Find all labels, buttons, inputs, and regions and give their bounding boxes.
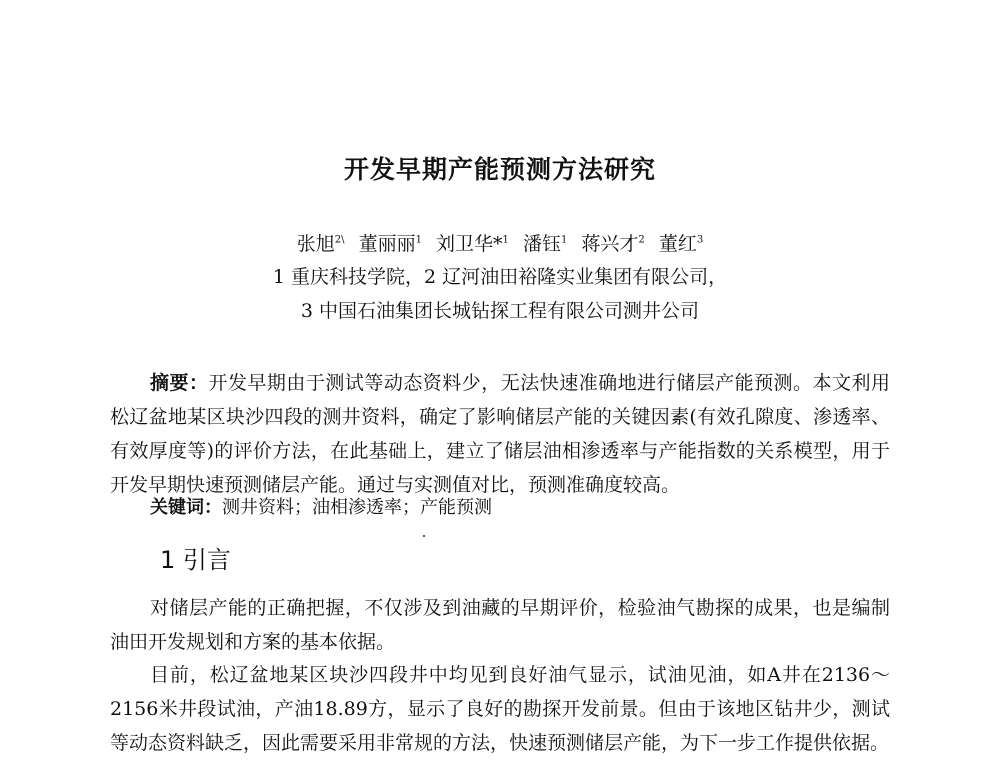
author bbox=[436, 233, 509, 255]
abstract-label: 摘要： bbox=[150, 372, 209, 394]
author-name: 张旭 bbox=[296, 233, 335, 255]
keywords-label: 关键词： bbox=[150, 497, 222, 518]
author bbox=[581, 233, 644, 255]
keywords bbox=[150, 493, 492, 519]
author bbox=[659, 233, 703, 255]
author-name: 潘钰 bbox=[522, 233, 561, 255]
author bbox=[523, 233, 567, 255]
author-affiliation-mark: 3 bbox=[696, 234, 704, 246]
author-affiliation-mark: 1 bbox=[415, 234, 422, 246]
author-affiliation-mark: 1 bbox=[560, 234, 568, 246]
author-name: 刘卫华* bbox=[436, 233, 503, 255]
body-paragraph-1: 对储层产能的正确把握，不仅涉及到油藏的早期评价，检验油气勘探的成果，也是编制油田开发规划和方案的基本依据。 bbox=[110, 597, 890, 653]
author-name: 董红 bbox=[658, 233, 697, 255]
abstract bbox=[110, 366, 890, 502]
section-heading: 1 引言 bbox=[160, 546, 231, 574]
keywords-text: 测井资料；油相渗透率；产能预测 bbox=[222, 497, 492, 518]
author-list bbox=[0, 229, 1000, 256]
affiliation-line-1: 1 重庆科技学院，2 辽河油田裕隆实业集团有限公司， bbox=[272, 266, 728, 288]
author bbox=[359, 233, 422, 255]
author-name: 蒋兴才 bbox=[581, 233, 639, 255]
body-paragraph-2: 目前，松辽盆地某区块沙四段井中均见到良好油气显示，试油见油，如A井在2136～2156米井段试油，产油18.89方，显示了良好的勘探开发前景。但由于该地区钻井少，测试等动态资料缺乏，因此需要采用非常规的方法，快速预测储层产能，为下一步工作提供依据。 bbox=[110, 664, 890, 754]
abstract-text: 开发早期由于测试等动态资料少，无法快速准确地进行储层产能预测。本文利用松辽盆地某区块沙四段的测井资料，确定了影响储层产能的关键因素(有效孔隙度、渗透率、有效厚度等)的评价方法，在此基础上，建立了储层油相渗透率与产能指数的关系模型，用于开发早期快速预测储层产能。通过与实测值对比，预测准确度较高。 bbox=[110, 372, 890, 496]
affiliation-line-2: 3 中国石油集团长城钻探工程有限公司测井公司 bbox=[300, 300, 700, 322]
author-affiliation-mark: 2\ bbox=[334, 234, 345, 246]
author bbox=[297, 233, 345, 255]
scan-speck bbox=[423, 535, 425, 537]
author-affiliation-mark: 1 bbox=[502, 234, 509, 246]
author-affiliation-mark: 2 bbox=[638, 234, 645, 246]
author-name: 董丽丽 bbox=[358, 233, 416, 255]
paper-title: 开发早期产能预测方法研究 bbox=[343, 155, 656, 184]
